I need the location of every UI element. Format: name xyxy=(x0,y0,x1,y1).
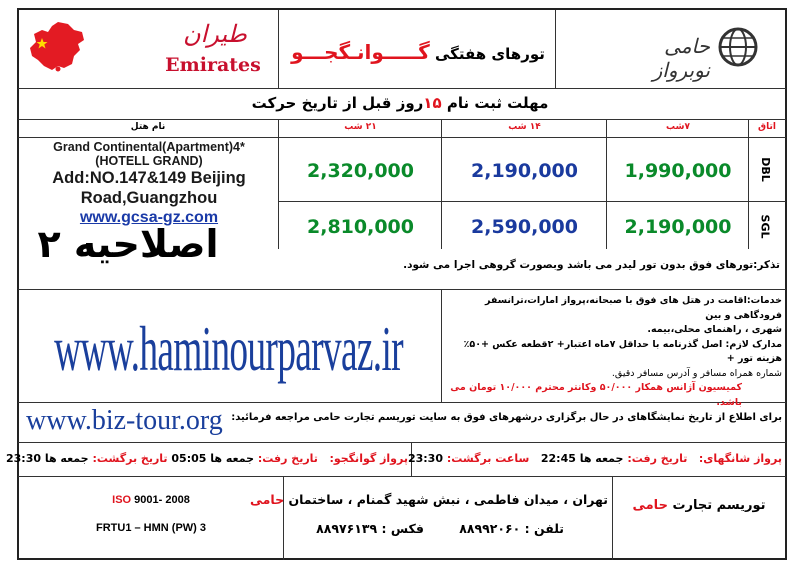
flight-shanghai-return-value: 23:30 xyxy=(407,452,443,465)
divider xyxy=(278,10,279,89)
price-dbl-21: 2,320,000 xyxy=(307,160,414,182)
divider xyxy=(18,119,786,120)
flight-shanghai-return-label: ساعت برگشت: xyxy=(446,452,530,465)
divider xyxy=(555,10,556,89)
flight-shanghai-label: پرواز شانگهای: xyxy=(698,452,782,465)
divider xyxy=(606,119,607,249)
iso-label: ISO xyxy=(112,494,132,506)
emirates-logo-text: Emirates xyxy=(165,54,261,76)
room-type-label: DBL xyxy=(758,157,772,182)
iso-cert xyxy=(22,494,280,512)
flight-gz-label: پرواز گوانگجو: xyxy=(329,452,408,465)
header-7-nights: ۷شب xyxy=(666,122,690,132)
document-code: FRTU1 – HMN (PW) 3 xyxy=(96,522,206,534)
services-block xyxy=(446,294,782,408)
flight-gz-return-label: تاریخ برگشت: xyxy=(92,452,168,465)
document-frame xyxy=(17,8,787,560)
documents-line: مدارک لازم: اصل گذرنامه با حداقل ۷ماه اعتبار+ ۲قطعه عکس +۵۰٪ هزینه تور + xyxy=(463,338,782,364)
header-21-nights: ۲۱ شب xyxy=(344,122,377,132)
hotel-alt-name: (HOTELL GRAND) xyxy=(95,154,203,168)
exhibition-note: برای اطلاع از تاریخ نمایشگاهای در حال برگزاری درشهرهای فوق به سایت توریسم تجارت حامی مراجعه فرمائید: xyxy=(231,412,782,423)
divider xyxy=(748,119,749,249)
divider xyxy=(283,476,284,560)
commission-line: کمیسیون آژانس همکار ۵۰/۰۰۰ وکانتر محترم ۱۰/۰۰۰ تومان می باشد. xyxy=(450,382,742,408)
emirates-arabic-logo-icon: ﻃﻴﺮان xyxy=(183,20,247,48)
divider xyxy=(612,476,613,560)
flight-gz-depart-value: جمعه ها 05:05 xyxy=(171,452,255,465)
services-line: خدمات:اقامت در هتل های فوق با صبحانه،پرواز امارات،ترانسفر فرودگاهی و بین xyxy=(484,295,782,321)
divider xyxy=(278,201,786,202)
price-sgl-21: 2,810,000 xyxy=(307,216,414,238)
flight-shanghai xyxy=(407,452,782,472)
flight-guangzhou xyxy=(6,452,408,472)
registration-deadline xyxy=(20,94,780,116)
divider xyxy=(278,119,279,249)
divider xyxy=(18,137,786,138)
footer-fax-value: ۸۸۹۷۶۱۳۹ xyxy=(316,521,378,536)
flight-shanghai-depart-value: جمعه ها 22:45 xyxy=(540,452,624,465)
tour-note: تذکر:تورهای فوق بدون تور لیدر می باشد وبصورت گروهی اجرا می شود. xyxy=(403,259,780,271)
header-hotel-name: نام هتل xyxy=(130,122,166,132)
divider xyxy=(441,289,442,402)
deadline-days: ۱۵ xyxy=(423,94,442,112)
globe-icon xyxy=(717,26,759,68)
deadline-text-after: روز قبل از تاریخ حرکت xyxy=(251,94,424,112)
footer-fax-label: فکس : xyxy=(381,521,424,536)
revision-stamp: اصلاحیه ۲ xyxy=(37,222,219,266)
hotel-website-link[interactable]: www.gcsa-gz.com xyxy=(79,209,219,226)
header-room: اتاق xyxy=(758,122,776,132)
footer-address xyxy=(249,492,608,512)
title-plain: تورهای هفتگی xyxy=(434,45,545,63)
hotel-name: Grand Continental(Apartment)4* xyxy=(53,140,245,154)
divider xyxy=(441,119,442,249)
footer-phone xyxy=(459,521,564,536)
room-type-dbl xyxy=(752,142,778,197)
website-link-haminourparvaz[interactable]: www.haminourparvaz.ir xyxy=(54,312,404,384)
footer-fax xyxy=(316,521,424,536)
footer-company xyxy=(616,498,782,522)
divider xyxy=(18,476,786,477)
iso-value: 9001- 2008 xyxy=(134,494,190,506)
page-title xyxy=(290,40,546,70)
footer-address-name: حامی xyxy=(249,492,285,507)
price-sgl-14: 2,590,000 xyxy=(471,216,578,238)
footer-phone-value: ۸۸۹۹۲۰۶۰ xyxy=(459,521,521,536)
flight-gz-depart-label: تاریخ رفت: xyxy=(257,452,318,465)
website-link-biztour[interactable]: www.biz-tour.org xyxy=(26,405,223,436)
hotel-city: Road,Guangzhou xyxy=(80,189,218,207)
footer-company-prefix: توریسم تجارت xyxy=(672,498,766,513)
footer-address-text: تهران ، میدان فاطمی ، نبش شهید گمنام ، ساختمان xyxy=(288,492,608,507)
footer-phone-label: تلفن : xyxy=(524,521,564,536)
header-14-nights: ۱۴ شب xyxy=(508,122,541,132)
china-map-icon xyxy=(28,20,86,72)
agency-logo: حامی نوبرواز xyxy=(652,34,710,82)
room-type-label: SGL xyxy=(758,214,772,238)
title-city: گـــــوانـگجـــو xyxy=(291,40,430,64)
flight-gz-return-value: جمعه ها 23:30 xyxy=(6,452,89,465)
site-banner xyxy=(22,300,436,396)
services-line: شهری ، راهنمای محلی،بیمه. xyxy=(647,324,782,335)
divider xyxy=(18,289,786,290)
documents-line: شماره همراه مسافر و آدرس مسافر دقیق. xyxy=(611,367,782,379)
deadline-text-before: مهلت ثبت نام xyxy=(446,94,549,112)
price-dbl-7: 1,990,000 xyxy=(624,160,732,182)
divider xyxy=(18,442,786,443)
price-sgl-7: 2,190,000 xyxy=(624,216,732,238)
hotel-address: Add:NO.147&149 Beijing xyxy=(52,169,246,187)
room-type-sgl xyxy=(752,203,778,249)
footer-contact xyxy=(288,521,608,541)
footer-company-name: حامی xyxy=(632,498,668,513)
flight-shanghai-depart-label: تاریخ رفت: xyxy=(627,452,688,465)
price-dbl-14: 2,190,000 xyxy=(471,160,578,182)
divider xyxy=(18,88,786,89)
